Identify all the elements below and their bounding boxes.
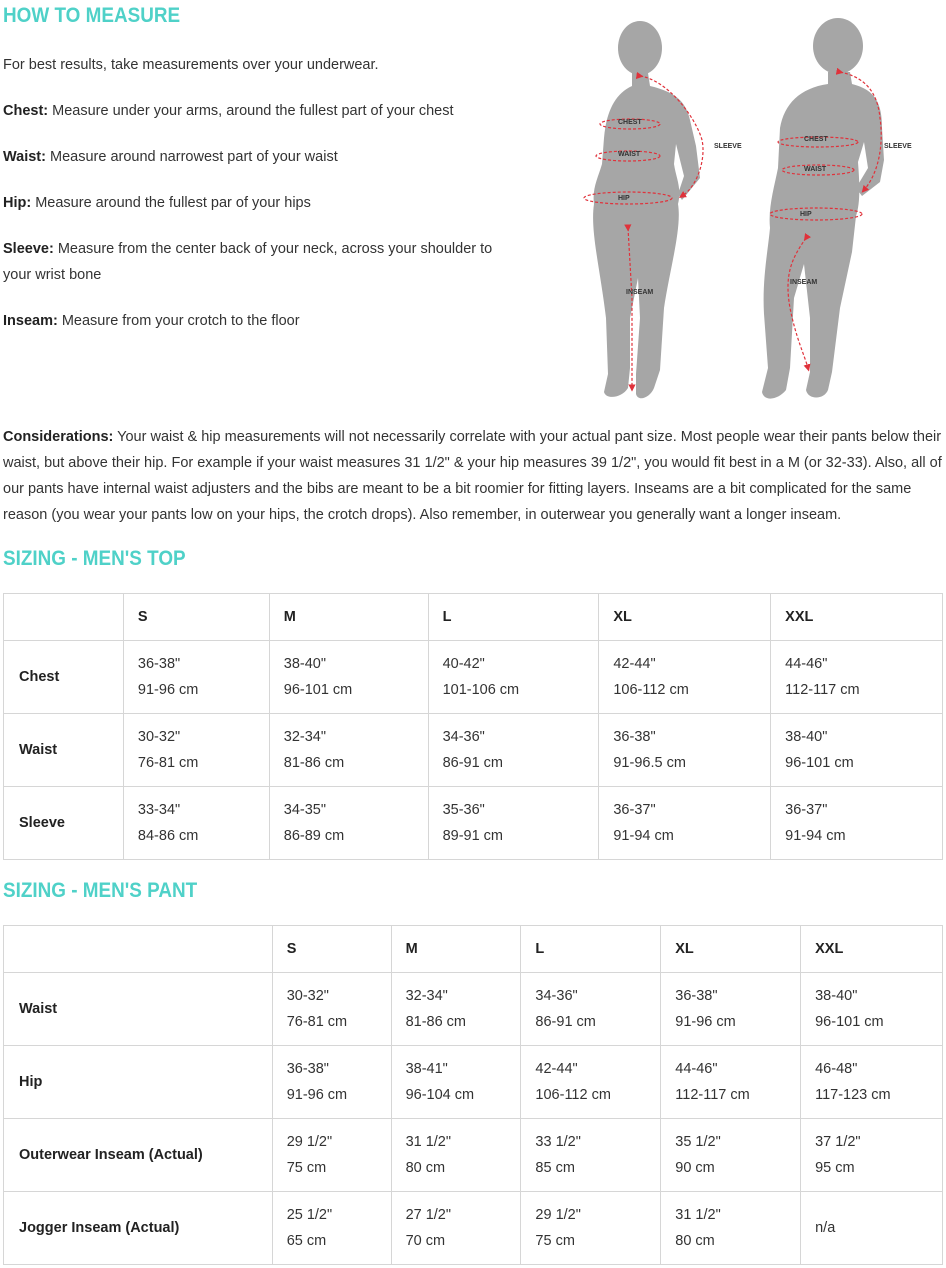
table-cell: 46-48" 117-123 cm — [801, 1046, 943, 1119]
mens-top-title: SIZING - MEN'S TOP — [3, 547, 186, 570]
row-label: Waist — [4, 714, 124, 787]
header-cell: XL — [599, 594, 771, 641]
table-cell: 30-32" 76-81 cm — [272, 973, 391, 1046]
female-chest-label: CHEST — [618, 119, 642, 126]
measure-item-waist — [3, 144, 523, 170]
table-row — [4, 714, 943, 787]
table-cell: 36-37" 91-94 cm — [771, 787, 943, 860]
how-to-measure-title: HOW TO MEASURE — [3, 4, 181, 27]
intro-text: For best results, take measurements over your underwear. — [3, 57, 379, 73]
header-cell — [4, 926, 273, 973]
header-cell — [4, 594, 124, 641]
measure-item-inseam — [3, 308, 523, 334]
table-cell: 27 1/2" 70 cm — [391, 1192, 521, 1265]
row-label: Outerwear Inseam (Actual) — [4, 1119, 273, 1192]
table-cell: 44-46" 112-117 cm — [771, 641, 943, 714]
header-cell: M — [269, 594, 428, 641]
male-hip-label: HIP — [800, 211, 812, 218]
table-cell: 29 1/2" 75 cm — [272, 1119, 391, 1192]
table-cell: 40-42" 101-106 cm — [428, 641, 599, 714]
table-cell: 35 1/2" 90 cm — [661, 1119, 801, 1192]
table-row — [4, 1046, 943, 1119]
table-cell: 30-32" 76-81 cm — [123, 714, 269, 787]
measure-label: Chest: — [3, 103, 49, 119]
male-silhouette — [762, 18, 884, 399]
row-label: Jogger Inseam (Actual) — [4, 1192, 273, 1265]
table-cell: 36-38" 91-96 cm — [123, 641, 269, 714]
table-cell: 42-44" 106-112 cm — [599, 641, 771, 714]
table-cell: 37 1/2" 95 cm — [801, 1119, 943, 1192]
table-cell: 38-41" 96-104 cm — [391, 1046, 521, 1119]
measure-item-chest — [3, 98, 523, 124]
table-cell: 38-40" 96-101 cm — [269, 641, 428, 714]
considerations-label: Considerations: — [3, 429, 114, 445]
female-hip-label: HIP — [618, 195, 630, 202]
header-cell: S — [123, 594, 269, 641]
table-cell: 33-34" 84-86 cm — [123, 787, 269, 860]
female-waist-label: WAIST — [618, 151, 641, 158]
table-cell: 25 1/2" 65 cm — [272, 1192, 391, 1265]
measure-label: Inseam: — [3, 313, 58, 329]
table-cell: 31 1/2" 80 cm — [391, 1119, 521, 1192]
header-cell: XL — [661, 926, 801, 973]
measure-label: Waist: — [3, 149, 46, 165]
table-cell: 42-44" 106-112 cm — [521, 1046, 661, 1119]
male-sleeve-label: SLEEVE — [884, 143, 912, 150]
measurement-diagram — [578, 18, 946, 406]
table-cell: 36-38" 91-96 cm — [272, 1046, 391, 1119]
table-cell: 34-36" 86-91 cm — [521, 973, 661, 1046]
table-cell: 32-34" 81-86 cm — [269, 714, 428, 787]
measure-text: Measure under your arms, around the fullest part of your chest — [48, 103, 454, 119]
header-cell: XXL — [771, 594, 943, 641]
mens-top-table — [3, 593, 943, 860]
table-row — [4, 641, 943, 714]
table-cell: 36-37" 91-94 cm — [599, 787, 771, 860]
row-label: Sleeve — [4, 787, 124, 860]
table-cell: 38-40" 96-101 cm — [771, 714, 943, 787]
table-header-row — [4, 926, 943, 973]
row-label: Chest — [4, 641, 124, 714]
table-cell: 34-36" 86-91 cm — [428, 714, 599, 787]
considerations-text — [3, 424, 943, 528]
row-label: Waist — [4, 973, 273, 1046]
measure-text: Measure around narrowest part of your waist — [45, 149, 338, 165]
table-cell: 44-46" 112-117 cm — [661, 1046, 801, 1119]
table-cell: 36-38" 91-96 cm — [661, 973, 801, 1046]
measure-label: Sleeve: — [3, 241, 54, 257]
table-row — [4, 973, 943, 1046]
table-row — [4, 1192, 943, 1265]
table-cell: 36-38" 91-96.5 cm — [599, 714, 771, 787]
measure-text: Measure from your crotch to the floor — [57, 313, 300, 329]
table-cell: n/a — [801, 1192, 943, 1265]
table-cell: 32-34" 81-86 cm — [391, 973, 521, 1046]
table-cell: 31 1/2" 80 cm — [661, 1192, 801, 1265]
table-cell: 38-40" 96-101 cm — [801, 973, 943, 1046]
header-cell: XXL — [801, 926, 943, 973]
measure-text: Measure from the center back of your neck, across your shoulder to your wrist bone — [3, 241, 493, 283]
table-cell: 33 1/2" 85 cm — [521, 1119, 661, 1192]
header-cell: S — [272, 926, 391, 973]
header-cell: L — [428, 594, 599, 641]
male-inseam-label: INSEAM — [790, 279, 818, 286]
table-cell: 34-35" 86-89 cm — [269, 787, 428, 860]
table-cell: 35-36" 89-91 cm — [428, 787, 599, 860]
header-cell: L — [521, 926, 661, 973]
header-cell: M — [391, 926, 521, 973]
male-waist-label: WAIST — [804, 166, 827, 173]
mens-pant-title: SIZING - MEN'S PANT — [3, 879, 198, 902]
considerations-body: Your waist & hip measurements will not necessarily correlate with your actual pant size. Most people wear their pants below their waist, but above their hip. For example if your waist measures 31 1/2" & your hip measures 39 1/2", you would fit best in a M (or 32-33). Also, all of our pants have internal waist adjusters and the bibs are meant to be a bit roomier for fitting layers. Inseams are a bit complicated for the same reason (you wear your pants low on your hips, the crotch drops). Also remember, in outerwear you generally want a longer inseam. — [3, 429, 942, 523]
table-header-row — [4, 594, 943, 641]
table-row — [4, 787, 943, 860]
measure-label: Hip: — [3, 195, 32, 211]
female-sleeve-label: SLEEVE — [714, 143, 742, 150]
male-chest-label: CHEST — [804, 136, 828, 143]
female-inseam-label: INSEAM — [626, 289, 654, 296]
measure-item-hip — [3, 190, 523, 216]
table-cell: 29 1/2" 75 cm — [521, 1192, 661, 1265]
row-label: Hip — [4, 1046, 273, 1119]
mens-pant-table — [3, 925, 943, 1265]
table-row — [4, 1119, 943, 1192]
measure-item-sleeve — [3, 236, 523, 288]
measure-text: Measure around the fullest par of your hips — [31, 195, 311, 211]
